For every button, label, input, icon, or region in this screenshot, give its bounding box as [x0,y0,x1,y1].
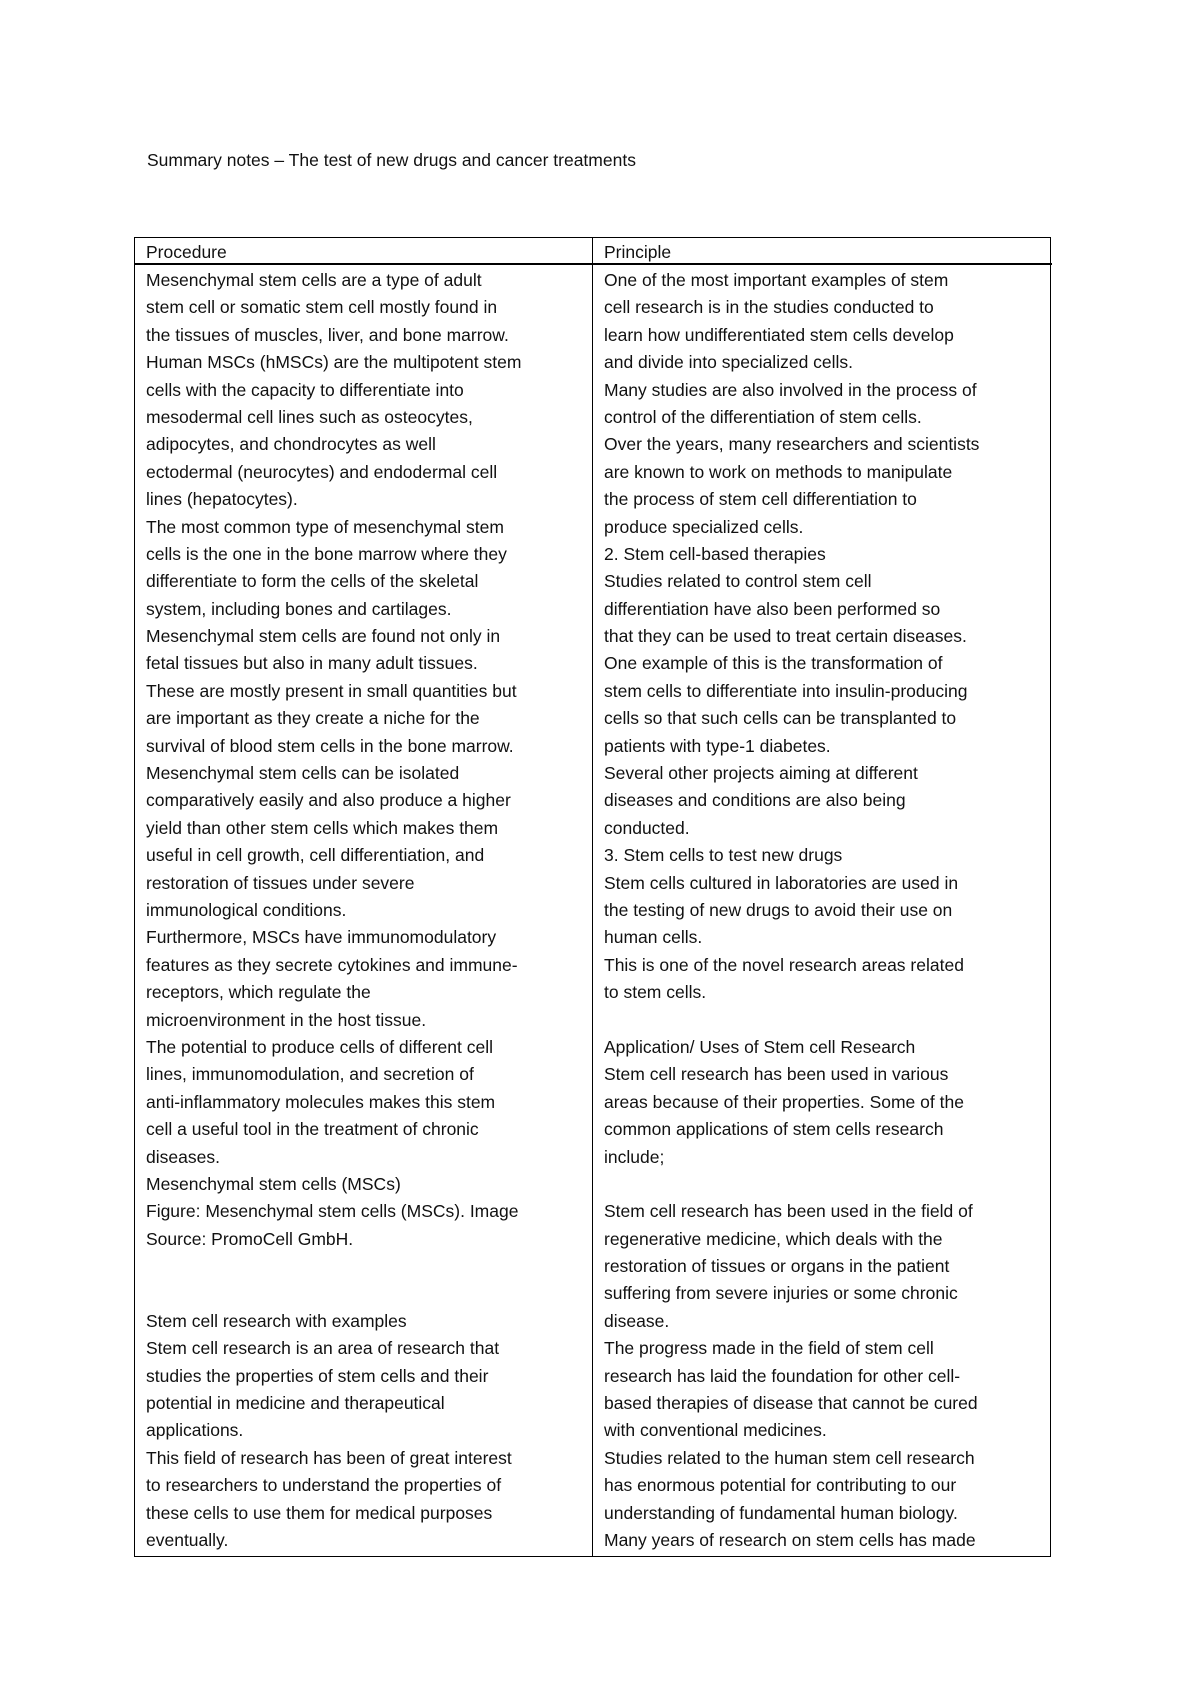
principle-text-line: control of the differentiation of stem cells. [604,406,922,427]
procedure-text-line: The potential to produce cells of different cell [146,1036,493,1057]
principle-text-line: The progress made in the field of stem cell [604,1338,934,1359]
procedure-text-line: to researchers to understand the properties of [146,1475,502,1496]
principle-text-line: learn how undifferentiated stem cells develop [604,324,954,345]
procedure-text-line: cells is the one in the bone marrow where they [146,543,507,564]
procedure-cell [135,265,593,1556]
procedure-text-line: immunological conditions. [146,899,347,920]
procedure-text-line: these cells to use them for medical purposes [146,1502,493,1523]
principle-text-line: include; [604,1146,665,1167]
principle-text-line: are known to work on methods to manipulate [604,461,953,482]
procedure-text-line: Mesenchymal stem cells (MSCs) [146,1173,401,1194]
principle-text-line: 2. Stem cell-based therapies [604,543,826,564]
principle-header: Principle [593,238,1052,265]
procedure-text-line: applications. [146,1420,244,1441]
notes-table [134,237,1051,1557]
principle-text-line: One of the most important examples of stem [604,270,949,290]
principle-text-line: disease. [604,1310,670,1331]
procedure-text-line: Figure: Mesenchymal stem cells (MSCs). Image [146,1201,519,1222]
principle-text-line: Studies related to the human stem cell research [604,1447,975,1468]
procedure-text-line: adipocytes, and chondrocytes as well [146,434,436,455]
procedure-text-line [146,1280,592,1307]
procedure-text-line: This field of research has been of great interest [146,1447,512,1468]
principle-text-line: conducted. [604,817,690,838]
procedure-text-line: anti-inflammatory molecules makes this stem [146,1091,496,1112]
procedure-text-line: lines, immunomodulation, and secretion of [146,1064,474,1085]
principle-text-line: Stem cell research has been used in the field of [604,1201,973,1222]
procedure-text-line: Furthermore, MSCs have immunomodulatory [146,927,497,948]
principle-text-line: understanding of fundamental human biology. [604,1502,958,1523]
principle-text-line: Many studies are also involved in the process of [604,379,977,400]
principle-text-line: the testing of new drugs to avoid their use on [604,899,953,920]
procedure-text-line: cell a useful tool in the treatment of chronic [146,1119,479,1140]
principle-text-line: areas because of their properties. Some of the [604,1091,964,1112]
principle-text-line: Many years of research on stem cells has made [604,1529,976,1550]
procedure-text-line: microenvironment in the host tissue. [146,1009,427,1030]
procedure-text-line: Human MSCs (hMSCs) are the multipotent stem [146,352,522,373]
procedure-text-line: These are mostly present in small quantities but [146,680,517,701]
procedure-text-line: the tissues of muscles, liver, and bone marrow. [146,324,509,345]
procedure-text-line: survival of blood stem cells in the bone marrow. [146,735,514,756]
principle-text-line: Stem cells cultured in laboratories are used in [604,872,959,893]
procedure-text-line: receptors, which regulate the [146,982,371,1003]
procedure-text-line: mesodermal cell lines such as osteocytes, [146,406,473,427]
principle-text-line: Studies related to control stem cell [604,571,872,592]
procedure-text-line: Mesenchymal stem cells are found not only in [146,626,501,647]
principle-text-line: common applications of stem cells research [604,1119,944,1140]
procedure-text-line: The most common type of mesenchymal stem [146,516,504,537]
procedure-text-line [146,1253,592,1280]
procedure-text-line: comparatively easily and also produce a higher [146,790,511,811]
principle-text-line: 3. Stem cells to test new drugs [604,845,843,866]
principle-text-line: the process of stem cell differentiation to [604,489,917,510]
principle-text-line: This is one of the novel research areas related [604,954,964,975]
page-title: Summary notes – The test of new drugs and cancer treatments [147,150,636,170]
principle-text-line: regenerative medicine, which deals with the [604,1228,943,1249]
principle-text-line: One example of this is the transformation of [604,653,943,674]
principle-text-line: cells so that such cells can be transplanted to [604,708,957,729]
procedure-text-line: Mesenchymal stem cells can be isolated [146,763,460,784]
principle-text-line: research has laid the foundation for other cell- [604,1365,961,1386]
procedure-text-line: potential in medicine and therapeutical [146,1393,445,1414]
principle-text-line: Application/ Uses of Stem cell Research [604,1036,916,1057]
procedure-text-line: Mesenchymal stem cells are a type of adult [146,270,482,290]
principle-text-line: produce specialized cells. [604,516,804,537]
principle-text-line: with conventional medicines. [604,1420,827,1441]
procedure-text-line: cells with the capacity to differentiate into [146,379,464,400]
principle-text-line: suffering from severe injuries or some chronic [604,1283,958,1304]
procedure-text-line: lines (hepatocytes). [146,489,298,510]
procedure-text-line: Stem cell research with examples [146,1310,407,1331]
principle-text-line: to stem cells. [604,982,707,1003]
principle-text-line: has enormous potential for contributing to our [604,1475,957,1496]
procedure-header: Procedure [135,238,593,265]
procedure-text-line: fetal tissues but also in many adult tissues. [146,653,478,674]
principle-text-line: stem cells to differentiate into insulin-producing [604,680,968,701]
procedure-text-line: ectodermal (neurocytes) and endodermal cell [146,461,498,482]
procedure-text-line: useful in cell growth, cell differentiation, and [146,845,485,866]
principle-text-line: diseases and conditions are also being [604,790,906,811]
principle-text-line [604,1007,1052,1034]
procedure-text-line: studies the properties of stem cells and their [146,1365,489,1386]
procedure-text-line: yield than other stem cells which makes them [146,817,499,838]
procedure-text-line: are important as they create a niche for the [146,708,480,729]
principle-text-line: differentiation have also been performed so [604,598,941,619]
procedure-text-line: Stem cell research is an area of research that [146,1338,500,1359]
principle-text-line: Over the years, many researchers and scientists [604,434,980,455]
procedure-text-line: eventually. [146,1529,229,1550]
principle-text-line: human cells. [604,927,703,948]
principle-text-line: cell research is in the studies conducted to [604,297,934,318]
principle-text-line: Stem cell research has been used in various [604,1064,949,1085]
procedure-text-line: Source: PromoCell GmbH. [146,1228,354,1249]
principle-text-line: Several other projects aiming at different [604,763,918,784]
principle-text-line: patients with type-1 diabetes. [604,735,831,756]
principle-text-line [604,1171,1052,1198]
procedure-text-line: stem cell or somatic stem cell mostly found in [146,297,498,318]
procedure-text-line: features as they secrete cytokines and immune- [146,954,518,975]
principle-text-line: based therapies of disease that cannot be cured [604,1393,978,1414]
procedure-text-line: restoration of tissues under severe [146,872,415,893]
principle-text-line: and divide into specialized cells. [604,352,854,373]
principle-text-line: that they can be used to treat certain diseases. [604,626,967,647]
procedure-text-line: system, including bones and cartilages. [146,598,452,619]
procedure-text-line: differentiate to form the cells of the skeletal [146,571,479,592]
principle-cell [593,265,1052,1556]
principle-text-line: restoration of tissues or organs in the patient [604,1256,950,1277]
procedure-text-line: diseases. [146,1146,220,1167]
